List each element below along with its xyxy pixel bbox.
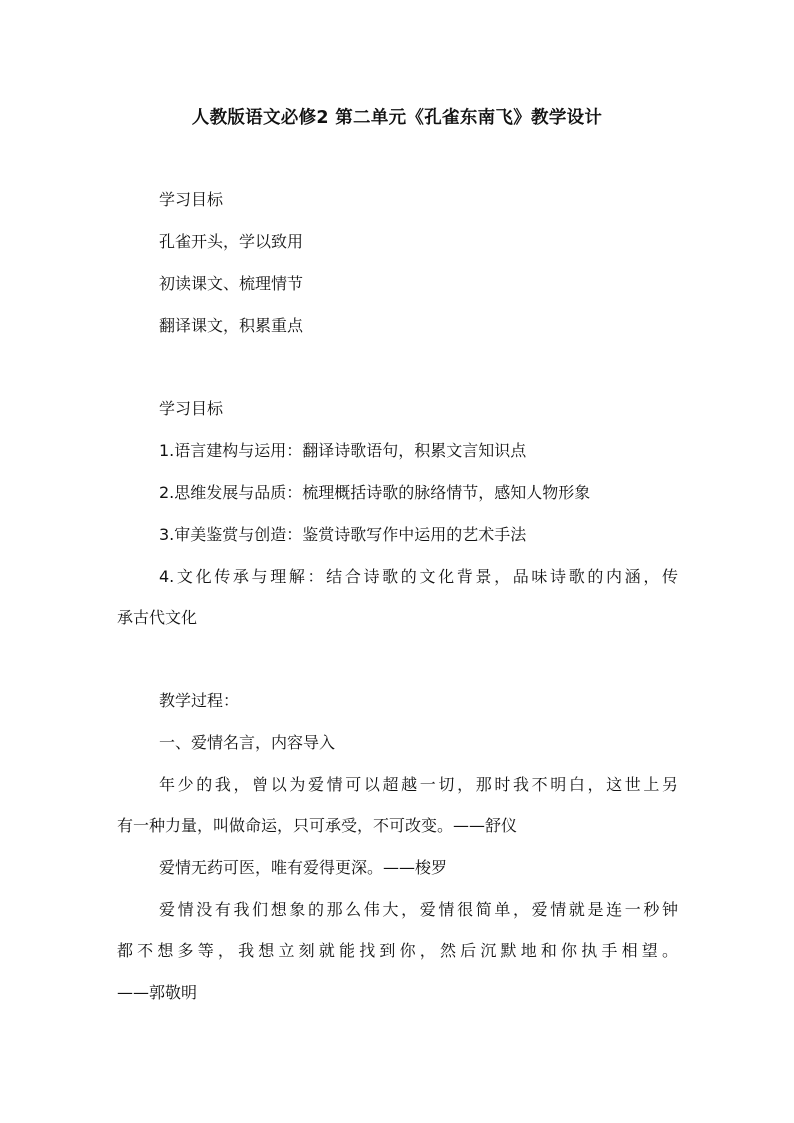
- section-heading-teaching-process: 教学过程：: [159, 691, 240, 710]
- goal-item: 翻译课文，积累重点: [159, 316, 304, 335]
- goal-item: 初读课文、梳理情节: [159, 274, 304, 293]
- quote-paragraph-continuation: 都不想多等，我想立刻就能找到你，然后沉默地和你执手相望。: [117, 941, 678, 960]
- section-heading-learning-goals: 学习目标: [159, 190, 224, 209]
- objective-item: 3.审美鉴赏与创造：鉴赏诗歌写作中运用的艺术手法: [159, 525, 527, 544]
- step-heading: 一、爱情名言，内容导入: [159, 733, 336, 752]
- document-title: 人教版语文必修2 第二单元《孔雀东南飞》教学设计: [191, 108, 603, 128]
- objective-item: 2.思维发展与品质：梳理概括诗歌的脉络情节，感知人物形象: [159, 483, 591, 502]
- quote-paragraph: 爱情没有我们想象的那么伟大，爱情很简单，爱情就是连一秒钟: [159, 900, 678, 919]
- objective-item-continuation: 承古代文化: [117, 608, 198, 627]
- quote-attribution: ——郭敬明: [117, 983, 198, 1002]
- section-heading-learning-objectives: 学习目标: [159, 399, 224, 418]
- quote-paragraph: 爱情无药可医，唯有爱得更深。——梭罗: [159, 858, 448, 877]
- objective-item: 1.语言建构与运用：翻译诗歌语句，积累文言知识点: [159, 441, 527, 460]
- quote-paragraph-continuation: 有一种力量，叫做命运，只可承受，不可改变。——舒仪: [117, 816, 518, 835]
- objective-item: 4.文化传承与理解：结合诗歌的文化背景，品味诗歌的内涵，传: [159, 567, 678, 586]
- quote-paragraph: 年少的我，曾以为爱情可以超越一切，那时我不明白，这世上另: [159, 775, 678, 794]
- goal-item: 孔雀开头，学以致用: [159, 232, 304, 251]
